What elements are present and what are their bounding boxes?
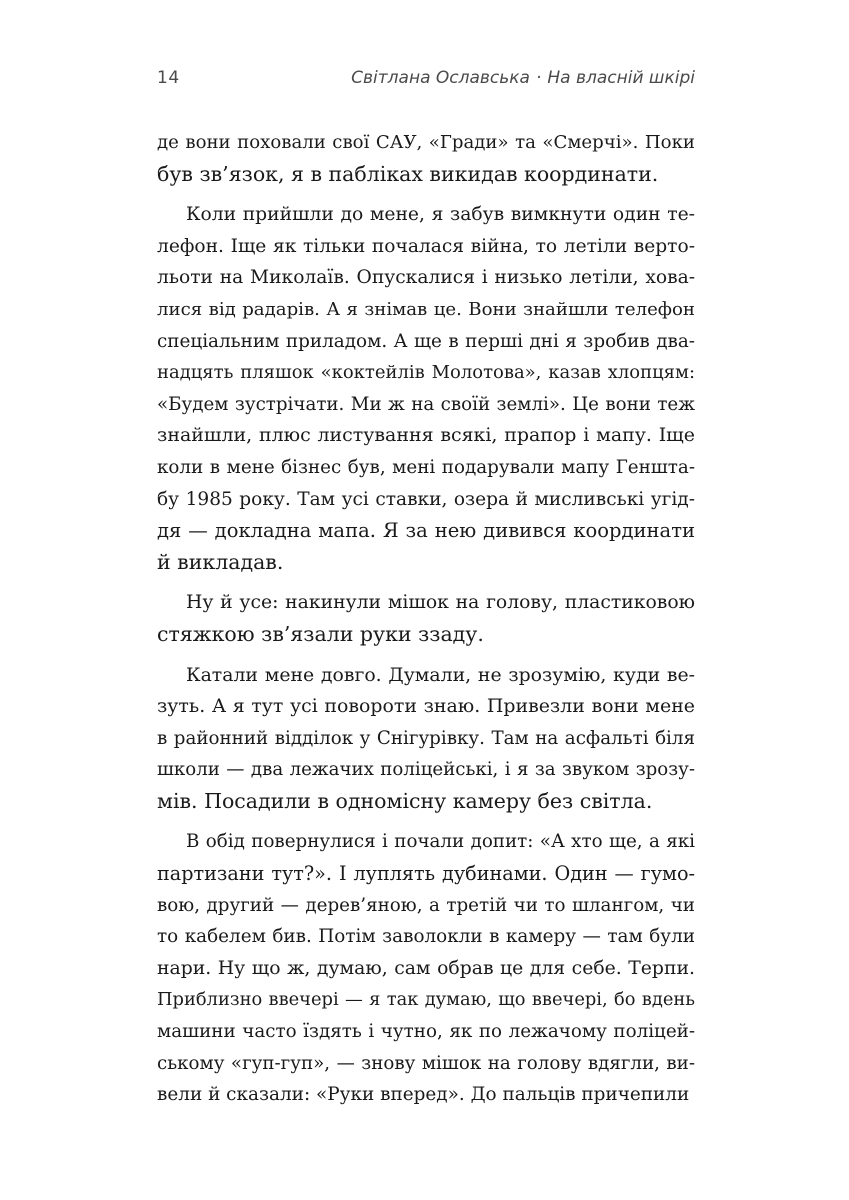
paragraph-gap: [157, 817, 695, 826]
text-line: коли в мене бізнес був, мені подарували мапу Геншта-: [157, 456, 695, 478]
text-line: в районний відділок у Снігурівку. Там на асфальті біля: [157, 727, 695, 749]
text-line: де вони поховали свої САУ, «Гради» та «Смерчі». Поки: [157, 132, 695, 153]
paragraph: [157, 587, 695, 650]
text-line: бу 1985 року. Там усі ставки, озера й мисливські угід-: [157, 488, 695, 510]
text-line: зуть. А я тут усі повороти знаю. Привезли вони мене: [157, 695, 695, 718]
author-name: Світлана Ославська: [351, 68, 530, 88]
text-line: то кабелем бив. Потім заволокли в камеру — там були: [157, 926, 695, 948]
text-line: Ну й усе: накинули мішок на голову, пластиковою: [186, 592, 695, 614]
text-line: ському «гуп-гуп», — знову мішок на голову вдягли, ви-: [157, 1052, 695, 1074]
text-line: «Будем зустрічати. Ми ж на своїй землі». Це вони теж: [157, 393, 695, 415]
text-line: В обід повернулися і почали допит: «А хто ще, а які: [186, 831, 695, 853]
text-line: вели й сказали: «Руки вперед». До пальців причепили: [157, 1084, 690, 1106]
text-line: лися від радарів. А я знімав це. Вони знайшли телефон: [157, 298, 695, 320]
text-line: нари. Ну що ж, думаю, сам обрав це для себе. Терпи.: [157, 957, 695, 979]
text-line: знайшли, плюс листування всякі, прапор і мапу. Іще: [157, 424, 695, 447]
paragraph-gap: [157, 578, 695, 587]
text-line: школи — два лежачих поліцейські, і я за звуком зрозу-: [157, 759, 695, 781]
page-number: 14: [157, 68, 180, 88]
text-line: Катали мене довго. Думали, не зрозумію, куди ве-: [186, 664, 695, 686]
text-line: стяжкою зв’язали руки ззаду.: [157, 621, 484, 646]
paragraph: [157, 660, 695, 818]
text-line: й викладав.: [157, 549, 284, 574]
paragraph: [157, 199, 695, 578]
text-line: льоти на Миколаїв. Опускалися і низько летіли, хова-: [157, 267, 695, 289]
text-line: був зв’язок, я в пабліках викидав координати.: [157, 161, 659, 186]
text-line: дя — докладна мапа. Я за нею дивився координати: [157, 519, 695, 543]
text-line: лефон. Іще як тільки почалася війна, то летіли верто-: [157, 235, 695, 257]
text-line: Коли прийшли до мене, я забув вимкнути один те-: [186, 204, 695, 226]
running-head: [351, 68, 695, 88]
text-line: партизани тут?». І луплять дубинами. Один — гумо-: [157, 862, 695, 886]
header-separator: ·: [535, 68, 542, 88]
page-header: [157, 68, 695, 98]
body-text: [157, 127, 695, 1111]
text-line: мів. Посадили в одномісну камеру без світла.: [157, 788, 653, 813]
paragraph: [157, 127, 695, 190]
text-line: спеціальним приладом. А ще в перші дні я зробив два-: [157, 330, 695, 352]
book-title: На власній шкірі: [547, 68, 695, 88]
text-line: вою, другий — дерев’яною, а третій чи то шлангом, чи: [157, 894, 695, 916]
text-line: Приблизно ввечері — я так думаю, що ввечері, бо вдень: [157, 989, 695, 1011]
paragraph: [157, 826, 695, 1110]
text-line: машини часто їздять і чутно, як по лежачому поліцей-: [157, 1021, 695, 1043]
text-line: надцять пляшок «коктейлів Молотова», казав хлопцям:: [157, 362, 695, 384]
paragraph-gap: [157, 190, 695, 199]
paragraph-gap: [157, 651, 695, 660]
